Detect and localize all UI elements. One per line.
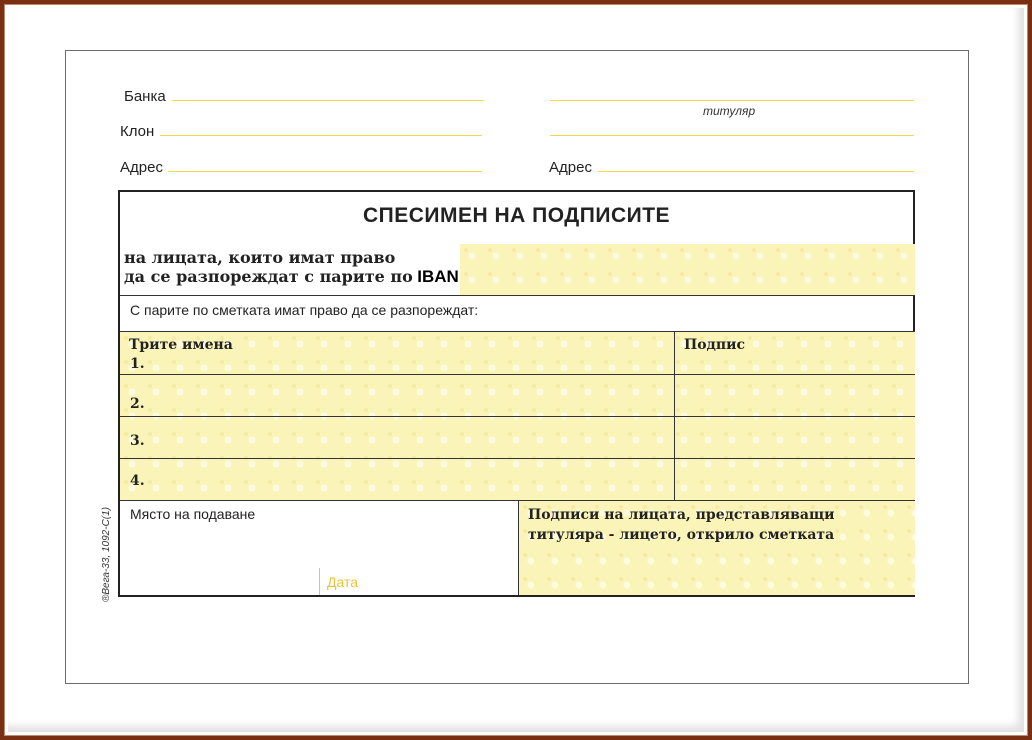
holder-caption: титуляр (703, 104, 756, 118)
subtitle-line-2: да се разпореждат с парите по (124, 267, 413, 286)
name-field-3[interactable] (120, 417, 674, 458)
bank-field[interactable] (172, 100, 484, 101)
representatives-line-2: титуляра - лицето, открило сметката (528, 527, 835, 543)
signature-field-2[interactable] (675, 375, 915, 416)
row-number-1: 1. (130, 356, 145, 372)
place-label: Място на подаване (130, 506, 256, 522)
signature-field-4[interactable] (675, 459, 915, 500)
name-field-1[interactable] (120, 332, 674, 374)
holder-field[interactable] (550, 100, 914, 101)
subtitle (124, 248, 459, 287)
iban-field[interactable] (460, 244, 915, 295)
subtitle-line-1: на лицата, които имат право (124, 248, 396, 267)
date-divider (319, 568, 320, 595)
representatives-label (528, 505, 834, 545)
print-code: ®Вега-33, 1092-С(1) (101, 506, 112, 602)
signature-field-3[interactable] (675, 417, 915, 458)
authorized-text: С парите по сметката имат право да се разпореждат: (130, 302, 479, 318)
holder-address-label: Адрес (549, 159, 592, 176)
branch-label: Клон (120, 123, 155, 140)
name-field-2[interactable] (120, 375, 674, 416)
specimen-form (118, 190, 915, 597)
date-label: Дата (327, 574, 359, 590)
row-number-3: 3. (130, 433, 145, 449)
holder-field-2[interactable] (550, 135, 914, 136)
representatives-line-1: Подписи на лицата, представляващи (528, 507, 835, 523)
bank-label: Банка (124, 88, 166, 105)
row-number-2: 2. (130, 396, 145, 412)
column-header-names: Трите имена (129, 337, 233, 353)
row-number-4: 4. (130, 473, 145, 489)
form-title: СПЕСИМЕН НА ПОДПИСИТЕ (362, 204, 671, 227)
column-header-signature: Подпис (684, 337, 746, 353)
iban-label: IBAN (417, 267, 459, 286)
address-field[interactable] (168, 171, 482, 172)
holder-address-field[interactable] (598, 171, 914, 172)
signature-field-1[interactable] (675, 332, 915, 374)
branch-field[interactable] (160, 135, 482, 136)
divider (120, 295, 915, 296)
name-field-4[interactable] (120, 459, 674, 500)
address-label: Адрес (120, 159, 163, 176)
